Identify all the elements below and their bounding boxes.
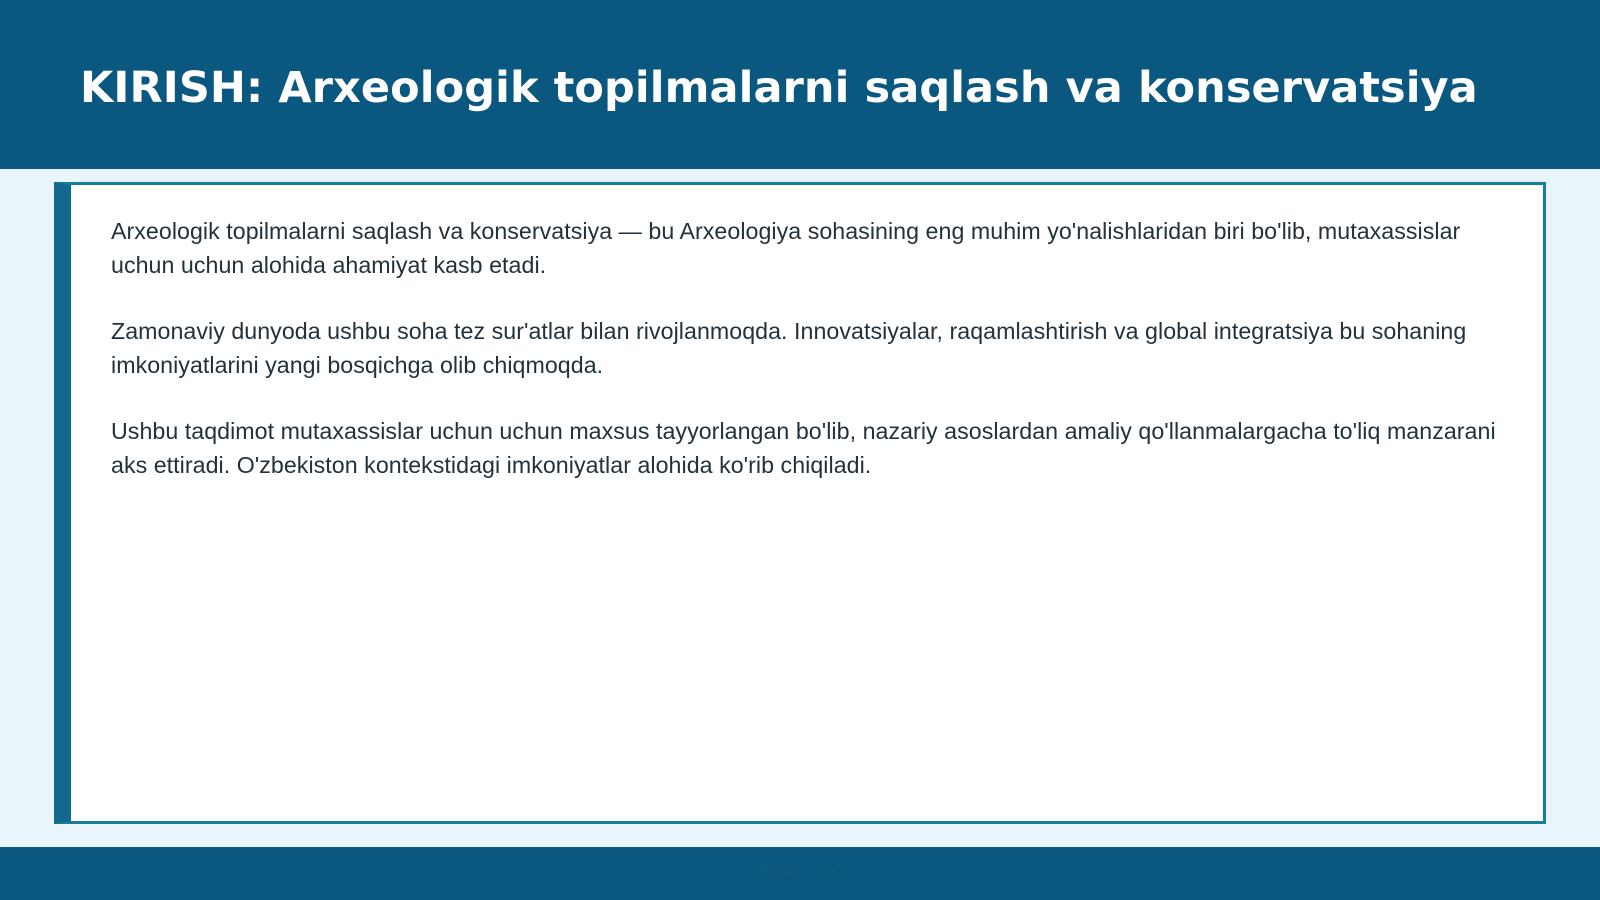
slide-header (0, 0, 1600, 169)
content-card (54, 182, 1546, 824)
slide-number: Slayd 2 / 20 (757, 863, 843, 880)
slide-title: KIRISH: Arxeologik topilmalarni saqlash va konservatsiya (80, 63, 1478, 113)
presentation-paragraph: Ushbu taqdimot mutaxassislar uchun uchun maxsus tayyorlangan bo'lib, nazariy asoslardan amaliy qo'llanmalargacha to'liq manzarani aks ettiradi. O'zbekiston kontekstidagi imkoniyatlar alohida ko'rib chiqiladi. (111, 418, 1496, 478)
development-paragraph: Zamonaviy dunyoda ushbu soha tez sur'atlar bilan rivojlanmoqda. Innovatsiyalar, raqamlashtirish va global integratsiya bu sohaning imkoniyatlarini yangi bosqichga olib chiqmoqda. (111, 318, 1467, 378)
slide-footer (0, 847, 1600, 900)
body-text (111, 215, 1521, 515)
intro-paragraph: Arxeologik topilmalarni saqlash va konservatsiya — bu Arxeologiya sohasining eng muhim yo'nalishlaridan biri bo'lib, mutaxassislar uchun uchun alohida ahamiyat kasb etadi. (111, 218, 1461, 278)
